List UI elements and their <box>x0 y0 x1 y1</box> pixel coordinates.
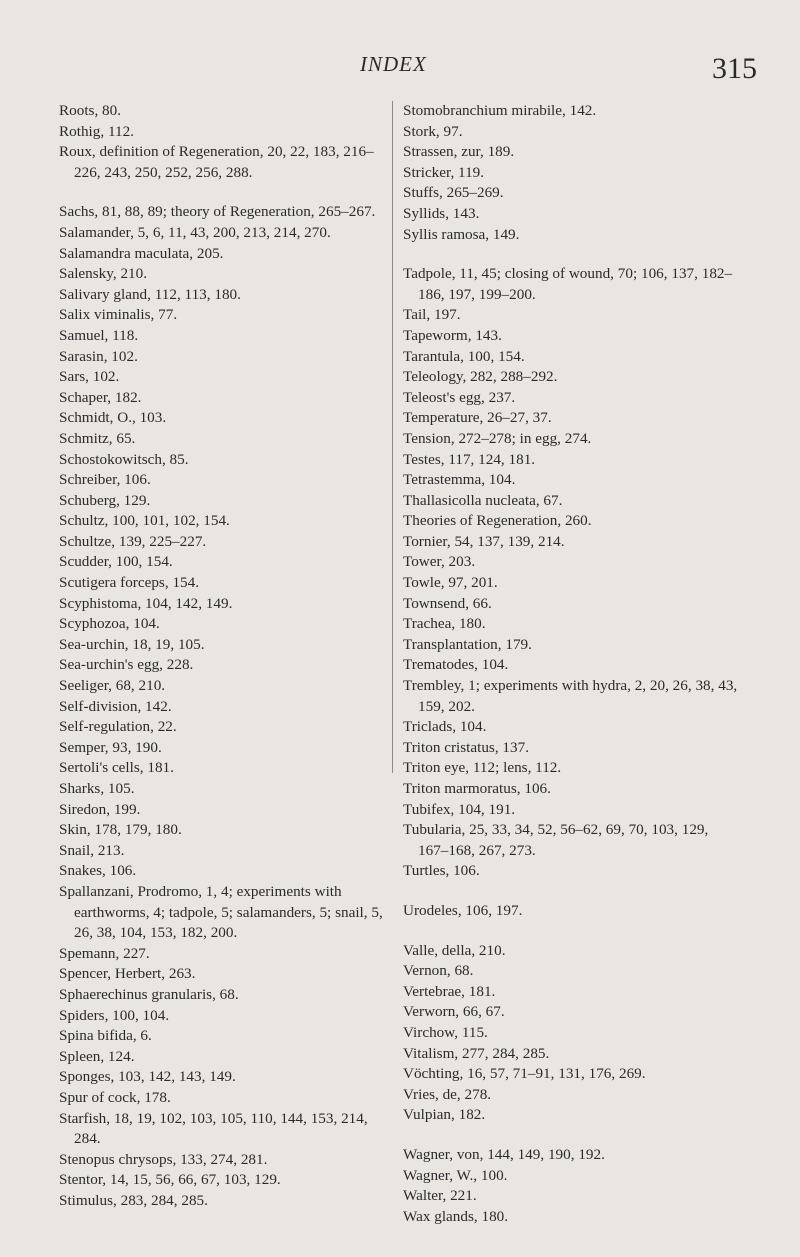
index-entry: Stricker, 119. <box>403 163 485 181</box>
index-entry: Snakes, 106. <box>59 862 137 880</box>
index-entry: Sachs, 81, 88, 89; theory of Regeneration, 265–267. <box>59 203 376 221</box>
index-entry: Spleen, 124. <box>59 1047 135 1065</box>
index-entry: Spina bifida, 6. <box>59 1027 152 1045</box>
index-entry: Schmidt, O., 103. <box>59 409 167 427</box>
index-entry: Thallasicolla nucleata, 67. <box>403 491 563 509</box>
index-entry: Tornier, 54, 137, 139, 214. <box>403 532 565 550</box>
index-entry: Salix viminalis, 77. <box>59 306 178 324</box>
index-entry: Wagner, W., 100. <box>403 1166 508 1184</box>
index-entry: Virchow, 115. <box>403 1023 488 1041</box>
index-entry: Schostokowitsch, 85. <box>59 450 189 468</box>
index-entry: Sharks, 105. <box>59 780 135 797</box>
index-entry: Turtles, 106. <box>403 862 480 880</box>
index-entry: Walter, 221. <box>403 1187 477 1205</box>
index-entry: Syllids, 143. <box>403 204 480 222</box>
index-entry: Sertoli's cells, 181. <box>59 759 174 777</box>
index-entry: Snail, 213. <box>59 841 125 859</box>
index-entry: Urodeles, 106, 197. <box>403 901 523 919</box>
index-entry: Roux, definition of Regeneration, 20, 22, 183, 216–226, 243, 250, 252, 256, 288. <box>59 143 374 181</box>
index-entry: Scudder, 100, 154. <box>59 553 173 571</box>
index-entry: Semper, 93, 190. <box>59 738 162 756</box>
index-entry: Wagner, von, 144, 149, 190, 192. <box>403 1145 605 1163</box>
index-entry: Stenopus chrysops, 133, 274, 281. <box>59 1150 268 1168</box>
index-entry: Valle, della, 210. <box>403 941 506 959</box>
index-entry: Syllis ramosa, 149. <box>403 225 520 243</box>
index-entry: Verworn, 66, 67. <box>403 1003 505 1021</box>
index-entry: Stork, 97. <box>403 122 463 140</box>
index-entry: Tarantula, 100, 154. <box>403 347 525 365</box>
index-column-right <box>403 101 739 1227</box>
index-entry: Samuel, 118. <box>59 326 139 344</box>
index-entry: Tower, 203. <box>403 553 476 571</box>
index-entry: Tadpole, 11, 45; closing of wound, 70; 106, 137, 182–186, 197, 199–200. <box>403 265 733 303</box>
index-entry: Roots, 80. <box>59 102 122 119</box>
index-entry: Teleology, 282, 288–292. <box>403 368 558 386</box>
index-entry: Schmitz, 65. <box>59 429 136 447</box>
index-entry: Stuffs, 265–269. <box>403 184 504 202</box>
index-entry: Scutigera forceps, 154. <box>59 574 200 592</box>
index-entry: Spemann, 227. <box>59 944 150 962</box>
index-entry: Salivary gland, 112, 113, 180. <box>59 285 241 303</box>
index-entry: Tapeworm, 143. <box>403 326 502 344</box>
index-entry: Seeliger, 68, 210. <box>59 677 166 695</box>
index-entry: Tubifex, 104, 191. <box>403 800 516 818</box>
index-entry: Schreiber, 106. <box>59 471 151 489</box>
index-entry: Transplantation, 179. <box>403 635 532 653</box>
index-entry: Starfish, 18, 19, 102, 103, 105, 110, 144, 153, 214, 284. <box>59 1109 368 1148</box>
index-entry: Sphaerechinus granularis, 68. <box>59 985 239 1003</box>
index-entry: Spur of cock, 178. <box>59 1088 171 1106</box>
running-title: INDEX <box>360 52 427 76</box>
index-entry: Vertebrae, 181. <box>403 982 496 1000</box>
index-entry: Schultze, 139, 225–227. <box>59 532 207 550</box>
index-entry: Sea-urchin's egg, 228. <box>59 656 194 674</box>
page-number: 315 <box>712 52 757 85</box>
index-entry: Temperature, 26–27, 37. <box>403 409 552 427</box>
column-divider <box>392 101 393 773</box>
index-entry: Wax glands, 180. <box>403 1207 509 1225</box>
index-entry: Trematodes, 104. <box>403 656 509 674</box>
index-entry: Testes, 117, 124, 181. <box>403 450 536 468</box>
index-entry: Sarasin, 102. <box>59 347 138 365</box>
index-entry: Stentor, 14, 15, 56, 66, 67, 103, 129. <box>59 1171 281 1189</box>
index-entry: Self-division, 142. <box>59 697 172 715</box>
index-entry: Schaper, 182. <box>59 388 142 406</box>
index-entry: Siredon, 199. <box>59 800 141 818</box>
index-entry: Vulpian, 182. <box>403 1106 486 1124</box>
index-entry: Stomobranchium mirabile, 142. <box>403 102 597 119</box>
index-entry: Tail, 197. <box>403 306 461 324</box>
index-entry: Trachea, 180. <box>403 615 486 633</box>
index-entry: Tubularia, 25, 33, 34, 52, 56–62, 69, 70, 103, 129, 167–168, 267, 273. <box>403 821 709 859</box>
index-entry: Rothig, 112. <box>59 122 134 140</box>
index-entry: Strassen, zur, 189. <box>403 143 515 161</box>
index-entry: Tetrastemma, 104. <box>403 471 516 489</box>
index-entry: Schuberg, 129. <box>59 491 151 509</box>
index-entry: Salamander, 5, 6, 11, 43, 200, 213, 214, 270. <box>59 223 331 241</box>
index-column-left <box>59 101 391 1211</box>
index-entry: Triton cristatus, 137. <box>403 738 530 756</box>
index-entry: Teleost's egg, 237. <box>403 388 516 406</box>
index-entry: Spencer, Herbert, 263. <box>59 965 196 983</box>
index-entry: Vries, de, 278. <box>403 1085 492 1103</box>
index-entry: Triclads, 104. <box>403 718 487 736</box>
index-entry: Scyphistoma, 104, 142, 149. <box>59 594 233 612</box>
index-entry: Townsend, 66. <box>403 594 492 612</box>
index-entry: Sars, 102. <box>59 368 120 386</box>
page-header <box>0 52 800 92</box>
index-entry: Vitalism, 277, 284, 285. <box>403 1044 550 1062</box>
index-entry: Scyphozoa, 104. <box>59 615 160 633</box>
index-entry: Skin, 178, 179, 180. <box>59 821 182 839</box>
index-entry: Vöchting, 16, 57, 71–91, 131, 176, 269. <box>403 1065 646 1083</box>
index-entry: Spallanzani, Prodromo, 1, 4; experiments with earthworms, 4; tadpole, 5; salamanders, 5; snail, 5, 26, 38, 104, 153, 182, 200. <box>59 882 383 942</box>
index-entry: Salamandra maculata, 205. <box>59 244 224 262</box>
index-entry: Schultz, 100, 101, 102, 154. <box>59 512 230 530</box>
index-entry: Triton marmoratus, 106. <box>403 780 551 797</box>
index-entry: Triton eye, 112; lens, 112. <box>403 759 562 777</box>
index-entry: Sponges, 103, 142, 143, 149. <box>59 1068 236 1086</box>
index-entry: Salensky, 210. <box>59 265 148 283</box>
index-entry: Trembley, 1; experiments with hydra, 2, 20, 26, 38, 43, 159, 202. <box>403 677 738 715</box>
index-entry: Self-regulation, 22. <box>59 718 177 736</box>
index-entry: Spiders, 100, 104. <box>59 1006 170 1024</box>
index-entry: Sea-urchin, 18, 19, 105. <box>59 635 205 653</box>
index-entry: Stimulus, 283, 284, 285. <box>59 1191 208 1209</box>
index-entry: Vernon, 68. <box>403 962 474 980</box>
index-entry: Theories of Regeneration, 260. <box>403 512 592 530</box>
index-entry: Tension, 272–278; in egg, 274. <box>403 429 592 447</box>
index-entry: Towle, 97, 201. <box>403 574 498 592</box>
